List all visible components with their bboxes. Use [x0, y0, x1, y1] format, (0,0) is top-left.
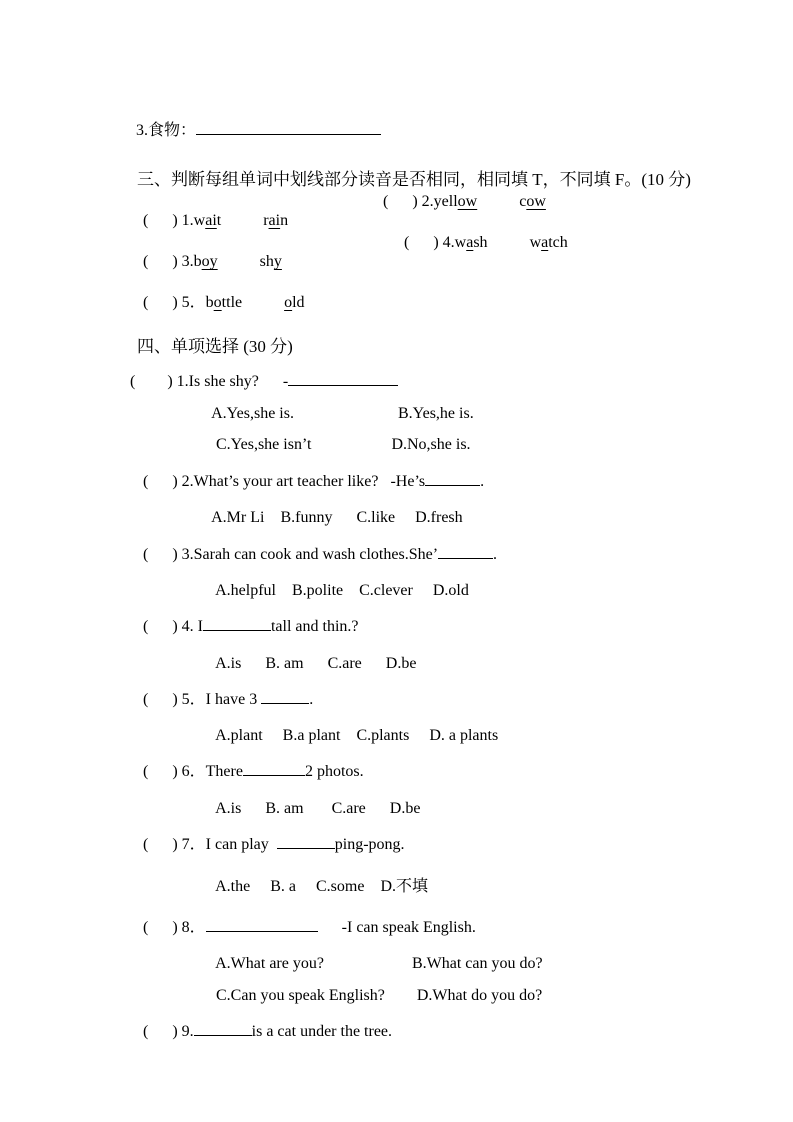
word-post: sh	[473, 234, 488, 251]
word-pre: r	[263, 212, 269, 230]
answer-blank	[277, 837, 335, 849]
word-2	[284, 294, 304, 311]
item-number-label: ( ) 4.	[404, 234, 455, 251]
underlined-letters: ai	[205, 212, 217, 230]
stem-pre: ( ) 2.What’s your art teacher like? -He’s	[143, 473, 426, 491]
phonics-item-5	[143, 294, 305, 311]
options-text: C.Yes,she isn’t D.No,she is.	[216, 436, 471, 454]
word-2	[260, 253, 282, 270]
stem-pre: ( ) 6．There	[143, 763, 243, 781]
word-pre: b	[193, 253, 202, 271]
stem-post: .	[480, 473, 485, 491]
word-2	[519, 193, 546, 210]
stem-post: .	[493, 546, 498, 564]
word-pre: sh	[259, 253, 274, 271]
stem-post: -I can speak English.	[317, 919, 476, 937]
word-pre: yell	[433, 193, 458, 210]
item-number-label: ( ) 1.	[143, 212, 194, 230]
word-pre: b	[205, 294, 214, 312]
options-text: A.is B. am C.are D.be	[215, 800, 421, 818]
word-1	[194, 253, 218, 270]
answer-blank	[425, 474, 480, 486]
stem-pre: ( ) 3.Sarah can cook and wash clothes.She’	[143, 546, 439, 564]
word-2	[263, 212, 288, 229]
underlined-letters: o	[213, 294, 222, 312]
options-text: A.is B. am C.are D.be	[215, 655, 417, 673]
stem-post: ping-pong.	[334, 836, 405, 854]
word-pre: w	[193, 212, 206, 230]
section3-title-text: 三、判断每组单词中划线部分读音是否相同，相同填 T，不同填 F。(10 分)	[137, 170, 691, 190]
question-9-stem	[127, 1003, 392, 1061]
word-post: n	[280, 212, 289, 230]
stem-pre: ( ) 8．	[143, 919, 206, 937]
word-pre: w	[529, 234, 542, 251]
word-post: t	[216, 212, 222, 230]
answer-blank	[194, 1024, 252, 1036]
answer-blank	[438, 547, 493, 559]
options-text: A.Mr Li B.funny C.like D.fresh	[211, 509, 463, 527]
answer-blank	[243, 764, 305, 776]
options-text: A.the B. a C.some D.不填	[215, 878, 429, 896]
phonics-item-1	[143, 212, 288, 229]
stem-post: 2 photos.	[304, 763, 364, 781]
word-pre: w	[454, 234, 467, 251]
underlined-letters: a	[541, 234, 549, 251]
word-1	[194, 212, 222, 229]
stem-pre: ( ) 7．I can play	[143, 836, 277, 854]
answer-blank	[206, 920, 318, 932]
word-1	[206, 294, 242, 311]
answer-blank	[261, 692, 309, 704]
stem-post: .	[309, 691, 314, 709]
underlined-letters: ow	[457, 193, 478, 210]
underlined-letters: oy	[201, 253, 218, 271]
section4-title-text: 四、单项选择 (30 分)	[137, 337, 293, 357]
word-2	[530, 234, 568, 251]
stem-post: tall and thin.?	[270, 618, 359, 636]
word-pre: c	[519, 193, 527, 210]
fillin-blank	[196, 123, 381, 135]
stem-pre: ( ) 9.	[143, 1023, 194, 1041]
options-text: A.plant B.a plant C.plants D. a plants	[215, 727, 499, 745]
stem-pre: ( ) 4. I	[143, 618, 203, 636]
options-text: A.Yes,she is. B.Yes,he is.	[211, 405, 474, 423]
underlined-letters: ow	[526, 193, 546, 210]
options-text: C.Can you speak English? D.What do you do?	[216, 987, 543, 1005]
stem-pre: ( ) 1.Is she shy? -	[130, 373, 289, 391]
word-post: tch	[548, 234, 568, 251]
underlined-letters: y	[273, 253, 282, 271]
word-1	[455, 234, 488, 251]
underlined-letters: a	[466, 234, 474, 251]
item-number-label: ( ) 2.	[383, 193, 434, 210]
stem-post: is a cat under the tree.	[251, 1023, 393, 1041]
answer-blank	[203, 619, 271, 631]
underlined-letters: ai	[268, 212, 281, 230]
phonics-item-2	[383, 192, 546, 211]
stem-pre: ( ) 5．I have 3	[143, 691, 262, 709]
word-post: ttle	[221, 294, 243, 312]
item-number-label: ( ) 5．	[143, 294, 206, 312]
underlined-letters: o	[284, 294, 293, 312]
word-1	[434, 193, 478, 210]
options-text: A.helpful B.polite C.clever D.old	[215, 582, 469, 600]
fillin-label: 3.食物：	[136, 122, 197, 140]
item-number-label: ( ) 3.	[143, 253, 194, 271]
phonics-item-3	[143, 253, 282, 270]
word-post: ld	[292, 294, 305, 312]
options-text: A.What are you? B.What can you do?	[215, 955, 543, 973]
phonics-item-4	[404, 233, 568, 252]
